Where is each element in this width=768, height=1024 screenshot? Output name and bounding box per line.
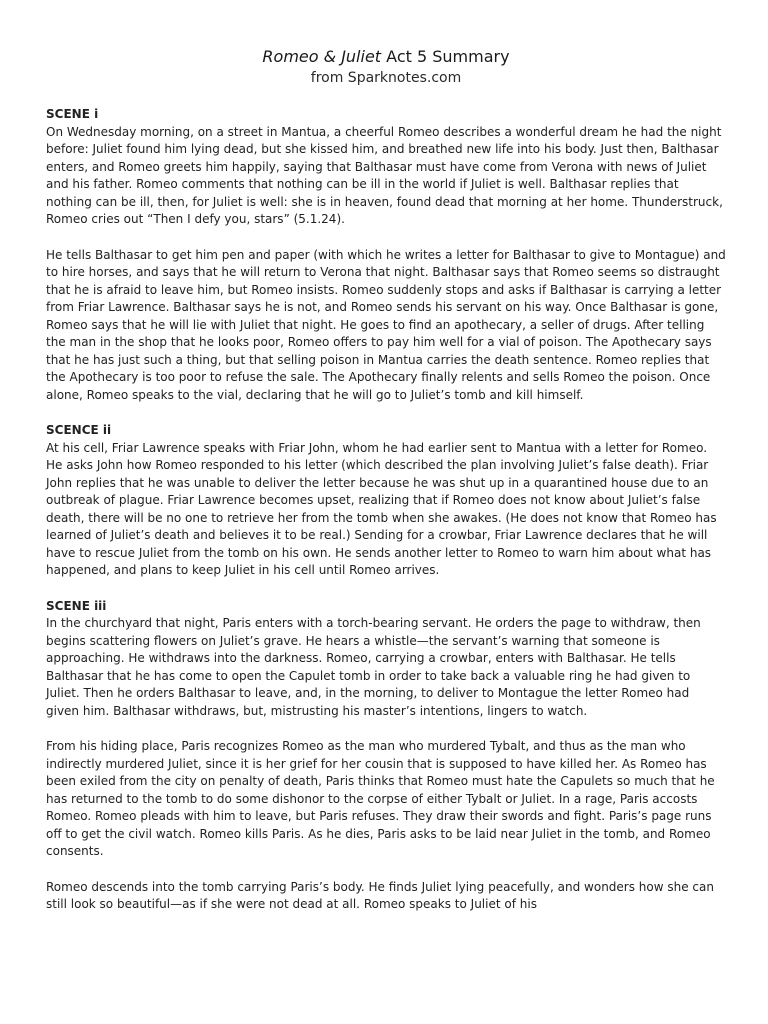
document-subtitle: from Sparknotes.com <box>310 70 462 86</box>
title-play-name: Romeo & Juliet <box>262 47 382 66</box>
section-scene-ii <box>46 422 726 580</box>
section-heading: SCENE iii <box>46 598 107 613</box>
document-page <box>46 46 726 932</box>
document-title <box>46 46 726 68</box>
paragraph: He tells Balthasar to get him pen and paper (with which he writes a letter for Balthasar to give to Montague) and to hire horses, and says that he will return to Verona that night. Balthasar says that Romeo seems so distraught that he is afraid to leave him, but Romeo insists. Romeo suddenly stops and asks if Balthasar is carrying a letter from Friar Lawrence. Balthasar says he is not, and Romeo sends his servant on his way. Once Balthasar is gone, Romeo says that he will lie with Juliet that night. He goes to find an apothecary, a seller of drugs. After telling the man in the shop that he looks poor, Romeo offers to pay him well for a vial of poison. The Apothecary says that he has just such a thing, but that selling poison in Mantua carries the death sentence. Romeo replies that the Apothecary is too poor to refuse the sale. The Apothecary finally relents and sells Romeo the poison. Once alone, Romeo speaks to the vial, declaring that he will go to Juliet’s tomb and kill himself. <box>46 247 726 402</box>
section-heading: SCENCE ii <box>46 423 112 437</box>
paragraph: In the churchyard that night, Paris enters with a torch-bearing servant. He orders the page to withdraw, then begins scattering flowers on Juliet’s grave. He hears a whistle—the servant’s warning that someone is approaching. He withdraws into the darkness. Romeo, carrying a crowbar, enters with Balthasar. He tells Balthasar that he has come to open the Capulet tomb in order to take back a valuable ring he had given to Juliet. Then he orders Balthasar to leave, and, in the morning, to deliver to Montague the letter Romeo had given him. Balthasar withdraws, but, mistrusting his master’s intentions, lingers to watch. <box>46 616 701 718</box>
paragraph: At his cell, Friar Lawrence speaks with Friar John, whom he had earlier sent to Mantua with a letter for Romeo. He asks John how Romeo responded to his letter (which described the plan involving Juliet’s false death). Friar John replies that he was unable to deliver the letter because he was shut up in a quarantined house due to an outbreak of plague. Friar Lawrence becomes upset, realizing that if Romeo does not know about Juliet’s false death, there will be no one to retrieve her from the tomb when she awakes. (He does not know that Romeo has learned of Juliet’s death and believes it to be real.) Sending for a crowbar, Friar Lawrence declares that he will have to rescue Juliet from the tomb on his own. He sends another letter to Romeo to warn him about what has happened, and plans to keep Juliet in his cell until Romeo arrives. <box>46 440 717 577</box>
paragraph: From his hiding place, Paris recognizes Romeo as the man who murdered Tybalt, and thus as the man who indirectly murdered Juliet, since it is her grief for her cousin that is supposed to have killed her. As Romeo has been exiled from the city on penalty of death, Paris thinks that Romeo must hate the Capulets so much that he has returned to the tomb to do some dishonor to the corpse of either Tybalt or Juliet. In a rage, Paris accosts Romeo. Romeo pleads with him to leave, but Paris refuses. They draw their swords and fight. Paris’s page runs off to get the civil watch. Romeo kills Paris. As he dies, Paris asks to be laid near Juliet in the tomb, and Romeo consents. <box>46 739 715 858</box>
section-scene-iii <box>46 598 726 914</box>
paragraph: Romeo descends into the tomb carrying Paris’s body. He finds Juliet lying peacefully, and wonders how she can still look so beautiful—as if she were not dead at all. Romeo speaks to Juliet of his <box>46 879 714 911</box>
document-header <box>46 46 726 88</box>
section-heading: SCENE i <box>46 107 99 121</box>
paragraph: On Wednesday morning, on a street in Mantua, a cheerful Romeo describes a wonderful dream he had the night before: Juliet found him lying dead, but she kissed him, and breathed new life into his body. Just then, Balthasar enters, and Romeo greets him happily, saying that Balthasar must have come from Verona with news of Juliet and his father. Romeo comments that nothing can be ill in the world if Juliet is well. Balthasar replies that nothing can be ill, then, for Juliet is well: she is in heaven, found dead that morning at her home. Thunderstruck, Romeo cries out “Then I defy you, stars” (5.1.24). <box>46 124 723 226</box>
title-rest: Act 5 Summary <box>381 47 510 66</box>
section-scene-i <box>46 106 726 404</box>
